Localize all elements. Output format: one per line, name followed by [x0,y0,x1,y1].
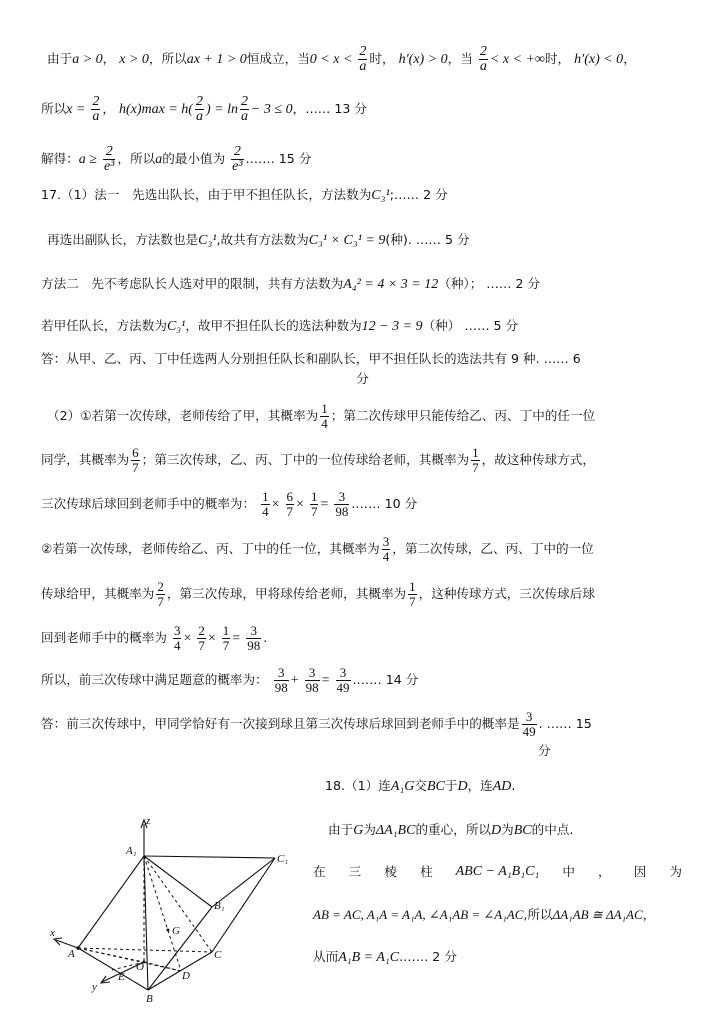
label-e: E [118,971,125,983]
label-x: x [50,927,55,939]
text-line-3: 解得：a ≥ $\frac{2}{\text{e³}}$ ，所以a的最小值为 $\frac{2}{\text{e³}}$ .…… 15 分 [41,144,312,174]
edge-a1c1 [144,856,275,858]
fraction: $\frac{2}{a}$ [479,44,487,74]
fraction: $\frac{3}{4}$ [382,534,390,564]
fraction: $\frac{6}{7}$ [132,445,139,475]
fraction: $\frac{1}{7}$ [409,579,416,609]
fraction: $\frac{1}{4}$ [262,489,269,519]
edge-a1b [144,856,148,990]
fraction: $\frac{2}{\text{e³}}$ [103,144,115,174]
label-z: z [146,815,151,827]
fraction: $\frac{1}{7}$ [310,489,318,519]
text-line-8: 答：从甲、乙、丙、丁中任选两人分别担任队长和副队长，甲不担任队长的选法共有 9 种. …… 6 [41,351,581,366]
fraction: $\frac{2}{\text{e³}}$ [232,144,243,174]
fraction: $\frac{1}{7}$ [222,623,230,653]
text-line-11: 三次传球后球回到老师手中的概率为： $\frac{1}{4}$ × $\frac{6}{7}$ × $\frac{1}{7}$ = $\frac{3}{98}$ .…… 10 分 [41,489,418,519]
fraction: $\frac{3}{98}$ [247,623,261,653]
label-o: O [136,961,144,973]
label-c: C [214,949,222,961]
text-line-16-wrap: 分 [538,743,551,758]
text-line-14: 回到老师手中的概率为 $\frac{3}{4}$ × $\frac{2}{7}$ × $\frac{1}{7}$ = $\frac{3}{98}$ . [41,623,268,653]
segment-od [144,962,181,971]
fraction: $\frac{3}{49}$ [336,665,350,695]
fraction: $\frac{1}{7}$ [472,445,479,475]
fraction: $\frac{3}{4}$ [173,623,181,653]
label-b1: B₁ [214,900,225,912]
text-line-8-wrap: 分 [356,371,369,386]
text-line-18: 由于G为ΔA₁BC的重心，所以D为BC的中点. [328,822,574,838]
label-d: D [182,970,190,982]
point-a [76,946,80,950]
edge-ac-hidden [78,948,212,952]
point-g [167,929,170,932]
fraction: $\frac{3}{98}$ [335,489,349,519]
text-line-17: 18.（1）连A₁G交BC于D，连AD. [325,778,516,794]
text-line-13: 传球给甲，其概率为 $\frac{2}{7}$ ，第三次传球，甲将球传给老师，其概率为 $\frac{1}{7}$ ，这种传球方式，三次传球后球 [41,579,595,609]
fraction: $\frac{3}{49}$ [522,709,536,739]
label-y: y [92,981,97,993]
y-axis-arrow [101,976,110,983]
fraction: $\frac{2}{7}$ [157,579,164,609]
label-a: A [68,948,75,960]
edge-a1c-hidden [144,856,212,952]
fraction: $\frac{2}{a}$ [92,94,100,124]
edge-a1a [78,856,144,948]
text-line-16: 答：前三次传球中，甲同学恰好有一次接到球且第三次传球后球回到老师手中的概率是 $\frac{3}{49}$ . …… 15 [41,709,592,739]
text-line-2: 所以x = $\frac{2}{a}$ ， h(x)max = h( $\frac{2}{a}$ ) = ln $\frac{2}{a}$ − 3 ≤ 0，…… 13 分 [41,94,368,124]
fraction: $\frac{3}{98}$ [305,665,319,695]
label-b: B [146,993,153,1005]
fraction: $\frac{2}{7}$ [198,623,205,653]
label-a1: A₁ [126,845,137,857]
edge-a1b1 [144,856,212,907]
text-line-1: 由于a > 0， x > 0，所以ax + 1 > 0恒成立，当0 < x < $\frac{2}{a}$ 时， h′(x) > 0，当 $\frac{2}{a}$ < x < +∞时， h′(x) < 0， [47,44,636,74]
label-g: G [172,925,180,937]
fraction: $\frac{2}{a}$ [359,44,367,74]
text-line-6: 方法二 先不考虑队长人选对甲的限制，共有方法数为A₄² = 4 × 3 = 12（种）； …… 2 分 [41,276,541,292]
text-line-7: 若甲任队长，方法数为C₃¹，故甲不担任队长的选法种数为12 − 3 = 9（种） …… 5 分 [41,318,519,334]
fraction: $\frac{2}{a}$ [195,94,203,124]
prism-figure [40,812,300,1012]
text-line-21: 从而A₁B = A₁C.…… 2 分 [313,949,457,965]
fraction: $\frac{6}{7}$ [286,489,294,519]
text-line-19: 在 三 棱 柱 ABC − A₁B₁C₁ 中 ， 因 为 [313,864,682,879]
text-line-12: ②若第一次传球，老师传给乙、丙、丁中的任一位，其概率为 $\frac{3}{4}$ ，第二次传球，乙、丙、丁中的一位 [41,534,594,564]
text-line-20: AB = AC, A₁A = A₁A, ∠A₁AB = ∠A₁AC,所以ΔA₁AB ≅ ΔA₁AC， [313,907,656,922]
text-line-4: 17.（1）法一 先选出队长，由于甲不担任队长，方法数为C₃¹;…… 2 分 [41,187,448,203]
text-line-9: （2）①若第一次传球，老师传给了甲，其概率为 $\frac{1}{4}$ ；第二次传球甲只能传给乙、丙、丁中的任一位 [47,401,596,431]
fraction: $\frac{1}{4}$ [321,401,328,431]
text-line-5: 再选出副队长，方法数也是C₃¹,故共有方法数为C₃¹ × C₃¹ = 9(种). …… 5 分 [47,232,470,248]
text-line-15: 所以，前三次传球中满足题意的概率为： $\frac{3}{98}$ + $\frac{3}{98}$ = $\frac{3}{49}$ .…… 14 分 [41,665,419,695]
segment-a1d [144,856,181,971]
label-c1: C₁ [277,853,289,865]
fraction: $\frac{3}{98}$ [274,665,288,695]
fraction: $\frac{2}{a}$ [240,94,248,124]
edge-b1b [148,907,212,990]
text-line-10: 同学，其概率为 $\frac{6}{7}$ ；第三次传球，乙、丙、丁中的一位传球给老师，其概率为 $\frac{1}{7}$ ，故这种传球方式， [41,445,595,475]
